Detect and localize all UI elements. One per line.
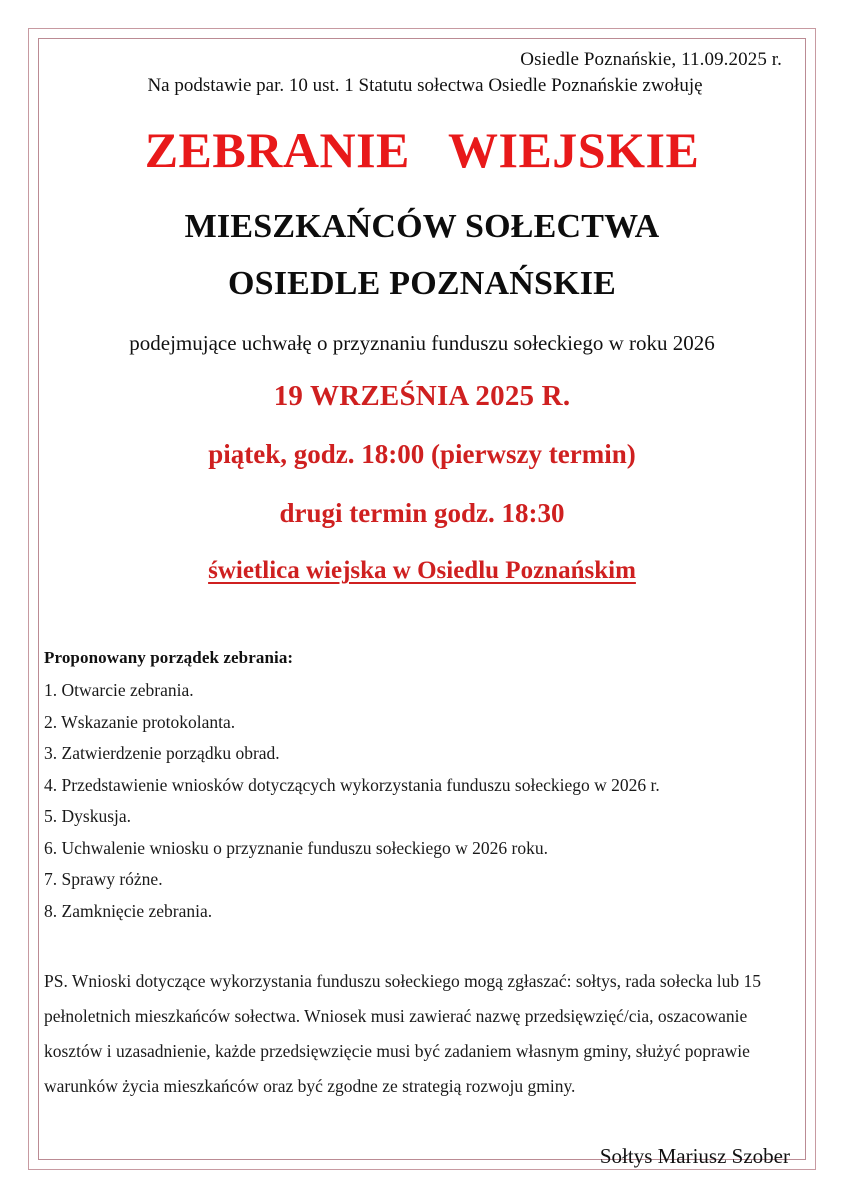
meeting-purpose: podejmujące uchwałę o przyznaniu funduszu sołeckiego w roku 2026 [129, 330, 715, 355]
page-title: ZEBRANIE WIEJSKIE [144, 121, 700, 178]
list-item: 7. Sprawy różne. [44, 869, 163, 890]
header-legal-basis: Na podstawie par. 10 ust. 1 Statutu sołectwa Osiedle Poznańskie zwołuję [147, 74, 703, 96]
list-item: 3. Zatwierdzenie porządku obrad. [44, 743, 280, 764]
meeting-venue [42, 557, 802, 586]
list-item: 1. Otwarcie zebrania. [44, 680, 194, 701]
postscript-paragraph: PS. Wnioski dotyczące wykorzystania funduszu sołeckiego mogą zgłaszać: sołtys, rada sołecka lub 15 pełnoletnich mieszkańców sołectwa. Wniosek musi zawierać nazwę przedsięwzięć/cia, oszacowanie kosztów i uzasadnienie, każde przedsięwzięcie musi być zadaniem własnym gminy, służyć poprawie warunków życia mieszkańców oraz być zgodne ze strategią rozwoju gminy. [44, 971, 761, 1097]
meeting-venue-label: świetlica wiejska w Osiedlu Poznańskim [208, 557, 636, 585]
list-item: 8. Zamknięcie zebrania. [44, 900, 213, 921]
list-item: 2. Wskazanie protokolanta. [44, 711, 236, 732]
meeting-second-term: drugi termin godz. 18:30 [279, 498, 565, 529]
header-place-and-date: Osiedle Poznańskie, 11.09.2025 r. [520, 49, 782, 70]
subtitle-line-2: OSIEDLE POZNAŃSKIE [227, 265, 617, 303]
list-item: 5. Dyskusja. [44, 806, 132, 827]
meeting-date: 19 WRZEŚNIA 2025 R. [273, 379, 571, 412]
agenda-heading: Proponowany porządek zebrania: [44, 648, 294, 668]
subtitle-line-1: MIESZKAŃCÓW SOŁECTWA [184, 208, 660, 245]
agenda-section [42, 648, 802, 920]
signature: Sołtys Mariusz Szober [599, 1144, 790, 1169]
list-item: 4. Przedstawienie wniosków dotyczących wykorzystania funduszu sołeckiego w 2026 r. [44, 774, 660, 795]
list-item: 6. Uchwalenie wniosku o przyznanie funduszu sołeckiego w 2026 roku. [44, 837, 548, 858]
document-content [42, 42, 802, 1169]
meeting-first-term: piątek, godz. 18:00 (pierwszy termin) [208, 439, 636, 470]
